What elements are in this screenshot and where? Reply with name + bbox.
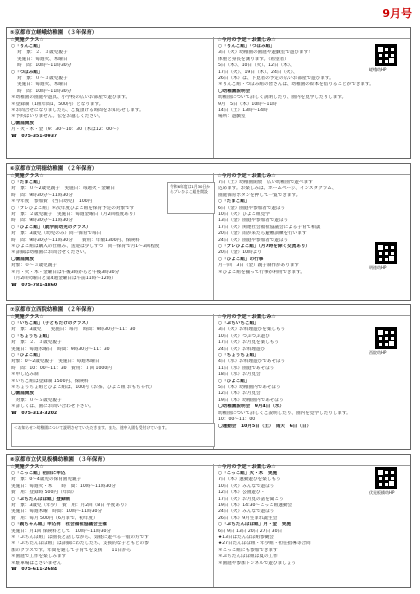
text-line: ○「ぷちたんぽぽ組」登録制 (11, 496, 71, 502)
text-line: 5日（木）、10日（火）、12日（木）、 (218, 63, 295, 69)
text-line: 対象：0～2歳児親子 実施日：毎週木曜日 (11, 359, 100, 365)
text-line: 12日（木）お月見会 (218, 391, 261, 397)
text-line: ○「ちょうちょ組」 (11, 333, 52, 339)
text-line: 対 象：０～2歳児親子 実施日：毎週火・金曜日 (11, 186, 115, 192)
text-line: ○「ひよこ組」の行事 (218, 256, 264, 262)
text-line: 17日（火）関連社会福祉協議会による子育て相談 (218, 224, 321, 230)
text-line: ☎ 075-351-0937 (11, 133, 58, 139)
text-line: 20日（金）雨が来たら避難訓練を行います (218, 231, 307, 237)
text-line: ○「ブレひよこ組」＊次年度ひよこ組を保育予定の対象です (11, 205, 135, 211)
text-line: 時 間：10時～11時30分 (17, 88, 72, 94)
section-title: ⑦京都市立西院幼稚園 （２年保育） (7, 305, 410, 316)
text-line: ○「りんご組」 (11, 44, 43, 49)
text-line: ＊今年度 参加費 (当日幼児) 100円 (11, 199, 93, 205)
text-line: 13日（金）園庭や参加者で遊ぼう (218, 218, 289, 224)
subheading: ☆実施クラス☆ (10, 173, 44, 179)
text-line: 幼稚園について詳しくご説明したり、園内を見学したりします。 (218, 410, 351, 416)
text-line: ○「たまご組」 (11, 180, 43, 185)
text-line: 対象：０～３歳児親子 (11, 263, 57, 269)
text-line: ○「ひよこ組」（就学前幼児のクラス） (11, 224, 91, 230)
text-line: 月・火・木・金（9：30～10：30（木は12：00～） (11, 127, 122, 133)
text-line: ＊こっこ組にも参加できます (218, 547, 278, 553)
text-line: 〇園庭開放 (11, 120, 34, 126)
text-line: 4日（水）お料理遊びであそぼう (218, 359, 286, 365)
text-line: 対 象：２歳児親子 実施日：毎週金曜日（月2回程度あり） (11, 212, 138, 218)
text-line: ☎ 075-781-4860 (11, 282, 58, 288)
text-line: ＊いちご組は登録制 1500円、保険料 (11, 378, 89, 384)
section-title: ⑧京都市立伏見板橋幼稚園 （３年保育） (7, 455, 410, 466)
text-line: ＊駐車場はございません (11, 560, 62, 566)
text-line: ○「ぷちたんぽぽ組」月・金 実施 (218, 522, 291, 528)
text-line: 費 用：登録時 500円（年間） (11, 490, 77, 496)
text-line: 〇園庭開放 (11, 256, 34, 262)
text-line: 幼稚園について詳しく説明したり、園内を見学したりします。 (218, 95, 347, 101)
text-line: 9月 5日（木）10時～11時 (218, 101, 277, 107)
text-line: 10日（火）つぶつぶ遊び (218, 333, 270, 339)
text-line: 対 象：3歳児（年少） 費 用：月2回（8日 平度あり） (11, 503, 130, 509)
text-line: 20日（金）10時より (218, 250, 262, 256)
text-line: 10日（火）ひよこ組見学 (218, 212, 270, 218)
text-line: ○「いちご組」（子どもだけのクラス） (11, 321, 91, 326)
text-line: ＊「ぷちんぼ組」は園長と話しながら、気軽に遊べる一般の方です (11, 535, 149, 541)
text-line: 対 象：0～4歳児の保育園児親子 (11, 477, 82, 483)
text-line: 〇幼稚園説明会 (218, 88, 251, 94)
text-line: ○「親ちゃん組」申込有 社会福祉協議会主催 (11, 522, 107, 528)
section-title: ⑥京都市立明徳幼稚園 （２年保育） (7, 164, 410, 175)
text-line: 実施日：毎週木曜 時間：10時～11時30分 (11, 509, 103, 515)
text-line: 対 象：２．３歳児親子 (11, 340, 62, 346)
text-line: 24日（火）園庭や参加者で遊ぼう (218, 237, 289, 243)
text-line: ＊予約はいりません。伝をお越しください。 (11, 114, 104, 120)
text-line: ＊ぷちたんぽぽ組は夏の工作 (218, 554, 278, 560)
text-line: 11日（水）園庭であそぼう (218, 365, 275, 371)
qr-code-icon[interactable] (375, 242, 397, 264)
text-line: 費 用：毎月 500円（6月まで、初年度） (11, 515, 98, 521)
subheading: ☆今月の予定・お楽しみ☆ (217, 37, 276, 43)
text-line: ＊詳しくは、園にお問い合わせ下さい。 (11, 404, 94, 410)
text-line: ＊ひよこ組を揃って行事が利用できます。 (218, 269, 305, 275)
text-line: （月2回火曜日と第4週金曜日は午前11時～12時） (11, 276, 116, 282)
text-line: 19日（木）14:30～こっこ組運動会 (218, 503, 293, 509)
text-line: 24日（火）みんなで遊ぼう (218, 509, 275, 515)
text-line: ○「つぼみ組」 (11, 69, 43, 75)
text-line: 実施日：毎週水曜日 時間：9時30分～11：30 (11, 346, 110, 352)
text-line: ＊お問合せになりましたら、ご覧頂ける時間をお知らせします。 (11, 108, 144, 114)
text-line: ＊月・火・木・金曜日は午後3時からと午後3時30分 (11, 269, 120, 275)
qr-caption: 西院幼HP (369, 350, 387, 355)
text-line: 24日（火）お料理遊び (218, 346, 266, 352)
right-column (214, 173, 410, 300)
text-line: ○「ひよこ組」 (11, 353, 43, 359)
text-line: 3日（火）お料理遊びを楽しもう (218, 327, 286, 333)
text-line: ☎ 075-611-2684 (11, 567, 58, 573)
text-line: 場所：遊戯室 (218, 114, 246, 120)
text-line: 時 間：9時30分～11時30分 (11, 192, 73, 198)
text-line: 時 間：10：00～11：30 費用：１回 1000円 (11, 365, 112, 371)
subheading: ☆実施クラス☆ (10, 37, 44, 43)
text-line: ★13日はたんぽぽ組参観会 (218, 535, 274, 541)
text-line: 10：00～11：00 (218, 417, 256, 423)
text-line: 19日（木）幼稚園内であそぼう (218, 397, 284, 403)
subheading: ☆今月の予定・お楽しみ☆ (217, 464, 276, 470)
text-line: ○「こっこ組」初回に申込 (11, 471, 66, 476)
text-line: ＊園庭で工作を楽しみます (11, 554, 67, 560)
text-line: ＊ひよこ組は購入の仕組み、送迎は少しずつ 同一保育で月1～3回程度 (11, 244, 160, 250)
text-line: 26日（木）9月生まれ誕生会 (218, 515, 278, 521)
notice-box: 令和6年度は1月30日からブレひよこ組を開設 (167, 182, 215, 214)
text-line: 3日（火）幼稚園の園庭や遊戯室で遊びます！ (218, 50, 313, 56)
left-column (7, 464, 214, 587)
text-line: 26日（木）は、下見者の予定の広いお部屋で遊びます。 (218, 76, 334, 82)
text-line: ★27日たんぽぽ組・年少組・担任指導等合同 (218, 541, 311, 547)
subheading: ☆実施クラス☆ (10, 314, 44, 320)
left-column (7, 37, 214, 158)
text-line: ○「ひよこ組」 (218, 378, 250, 384)
text-line: ＊詳細は幼稚園にお問合せください。 (11, 250, 90, 256)
text-line: 18日（水）お月見会 (218, 372, 261, 378)
text-line: ○「りんご組」「つぼみ組」 (218, 44, 275, 49)
text-line: 実施日：毎週火、木曜日 (17, 82, 68, 88)
text-line: 7日（木）運動遊びを楽しもう (218, 477, 281, 483)
qr-code-icon[interactable] (375, 327, 397, 349)
text-line: 時 間：10時～11時30分 (17, 63, 72, 69)
text-line: 込めます。お楽しみは、ホームページ、インスタグラム、 (218, 186, 337, 192)
text-line: 園庭保育ボタンを押して一覧できます。 (218, 192, 301, 198)
text-line: 17日（火）お月見を楽しもう (218, 340, 279, 346)
text-line: 7日（土）幼稚園開放 広い幼稚園で遊べます (218, 180, 313, 185)
text-line: 12日（木）公園遊び・ (218, 490, 266, 496)
text-line: ☎ 075-313-3202 (11, 410, 58, 416)
text-line: 17日（火）お月見の話を聞こう (218, 496, 284, 502)
kindergarten-section (6, 454, 411, 588)
kindergarten-section (6, 304, 411, 450)
text-line: ＊りんご組・つぼみ組の皆さんは、幼稚園の絵本を借りることができます。 (218, 82, 374, 88)
text-line: ○「ぷちいちご組」 (218, 321, 259, 326)
qr-caption: 嵯峨幼HP (369, 67, 387, 72)
text-line: 対 象：3歳児（幼児のみ）同一保育で毎日 (11, 231, 102, 237)
text-line: ＊「ぷちたんぽぽ組」は詳細にわたしたち、支援的な子どもとの参 (11, 541, 149, 547)
text-line: 5日（木）幼稚園内であそぼう (218, 385, 281, 391)
text-line: 時 間：9時30分～11時30分 費用：年額1300円、保険料 (11, 237, 140, 243)
text-line: 〇幼稚園説明会 9月4日（水） (218, 404, 285, 410)
text-line: 対 象：２．３歳児親子 (17, 50, 68, 56)
text-line: 〇運動会 10月5日（土） 雨天 6日（日） (218, 423, 312, 429)
text-line: 加のクラスです。年間を通して子育てを支援 11日から (11, 547, 132, 553)
text-line: 6日 9日 13日 20日 27日 30日 (218, 528, 283, 534)
text-line: ○「こっこ組」火・木 実施 (218, 471, 278, 476)
text-line: ○「ブレひよこ組」（月7時を除く交流あり） (218, 244, 311, 250)
text-line: 実施日：月1回 保険料として 10時～11時30分 (11, 528, 112, 534)
text-line: ＊ちょうちょ組とひよこ組は、100円（お茶、ひよこ組 おもちゃ代） (11, 385, 155, 391)
subheading: ☆今月の予定・お楽しみ☆ (217, 314, 276, 320)
subheading: ☆実施クラス☆ (10, 464, 44, 470)
text-line: 14日（土）13時～14時 (218, 108, 268, 114)
text-line: ＊登録制（1組年間1，500円）となります。 (11, 101, 104, 107)
text-line: 対 象：０～３歳児親子 (17, 76, 68, 82)
month-label: 9月号 (382, 7, 412, 20)
text-line: 10日（火）みんなで遊ぼう (218, 483, 275, 489)
subheading: ☆今月の予定・お楽しみ☆ (217, 173, 276, 179)
text-line: 実施日：毎週火、木曜日 (17, 56, 68, 62)
text-line: 体重と身長を測ります。（希望者） (218, 56, 289, 62)
text-line: 対 象：3歳児 実施日：毎月 時間：9時30分～11：30 (11, 327, 136, 333)
qr-caption: 明徳幼HP (369, 265, 387, 270)
qr-code-icon[interactable] (375, 467, 397, 489)
text-line: 〇園庭開放 (11, 391, 34, 397)
text-line: ＊申し込み制 (11, 372, 39, 378)
section-title: ⑤京都市立嵯峨幼稚園 （３年保育） (7, 28, 410, 39)
text-line: 時 間：9時30分～11時30分 (11, 218, 73, 224)
text-line: 月一回 3日（金）親子制作があります (218, 263, 300, 269)
text-line: ○「ちょうちょ組」 (218, 353, 259, 359)
text-line: 6日（金）園庭や参加者で遊ぼう (218, 205, 286, 211)
text-line: ○「たまご組」 (218, 199, 250, 205)
text-line: ＊園庭や参加トンネルで遊びましょう (218, 560, 296, 566)
text-line: 対象：０～５歳児親子 (11, 397, 62, 403)
text-line: ＊幼稚園の園庭や遊具、小学校の広いお部屋で遊びます。 (11, 95, 131, 101)
qr-caption: 伏見板橋幼HP (369, 490, 395, 495)
notice-box: ＜お知らせ＞幼稚園について説明させていただきます。また、途中入園も受付けています。 (11, 423, 215, 447)
kindergarten-section (6, 27, 411, 159)
text-line: 17日（火）、19日（木）、24日（火）、 (218, 69, 298, 75)
qr-code-icon[interactable] (375, 44, 397, 66)
kindergarten-section (6, 163, 411, 301)
text-line: 実施日：毎週火・木 時 間：10時～11時30分 (11, 483, 116, 489)
